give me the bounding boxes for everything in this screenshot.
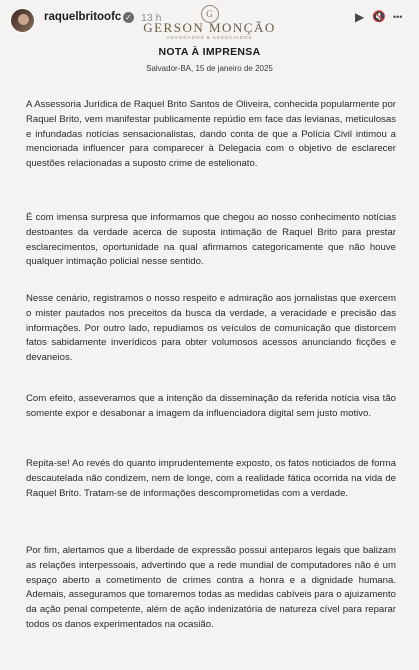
paragraph-6: Por fim, alertamos que a liberdade de expressão possui anteparos legais que balizam as relações interpessoais, advertindo que a rede mundial de computadores não é um espaço aberto a cometimento de crimes contra a honra e a dignidade humana. Ademais, asseguramos que tomaremos todas as medidas cabíveis para o ajuizamento da ação penal competente, além de ação indenizatória de natureza cível para reparar todos os danos experimentados na ocasião. [26, 545, 396, 630]
paragraph-4: Com efeito, asseveramos que a intenção da disseminação da referida notícia visa tão somente expor e desabonar a imagem da influenciadora digital sem justo motivo. [26, 393, 396, 419]
user-avatar[interactable] [10, 8, 35, 33]
post-time: 13 h [141, 12, 162, 24]
paragraph-2: É com imensa surpresa que informamos que chegou ao nosso conhecimento notícias destoantes da verdade acerca de suposta intimação de Raquel Brito para prestar esclarecimentos, oportunidade na qual afirmamos categoricamente que não houve qualquer intimação policial nesse sentido. [26, 212, 396, 268]
play-icon[interactable]: ▶ [355, 10, 365, 24]
paragraph-3: Nesse cenário, registramos o nosso respeito e admiração aos jornalistas que exercem o mister pautados nos preceitos da busca da verdade, a veracidade e precisão das informações. Por outro lado, repudiamos os veículos de comunicação que distorcem fatos sabidamente inverídicos para obter volumosos acessos anunciando ficções e devaneios. [26, 293, 396, 364]
mute-icon[interactable]: 🔇 [372, 11, 386, 23]
paragraph-1: A Assessoria Jurídica de Raquel Brito Santos de Oliveira, conhecida popularmente por Raquel Brito, vem manifestar publicamente repúdio em face das levianas, meticulosas e infundadas notícias sensacionalistas, dando conta de que a Polícia Civil intimou a mencionada influencer para comparecer à Delegacia com o objetivo de esclarecer questões relacionadas a suposto crime de estelionato. [26, 99, 396, 170]
letterhead-name: GERSON MONÇÃO [143, 20, 276, 35]
story-header [0, 0, 419, 40]
letterhead-subtitle: ADVOGADOS & ASSOCIADOS [166, 35, 253, 40]
paragraph-5: Repita-se! Ao revés do quanto imprudentemente exposto, os fatos noticiados de forma descautelada não condizem, nem de longe, com a realidade fática ocorrida na vida de Raquel Brito. Tratam-se de informações descomprometidas com a verdade. [26, 458, 396, 499]
document-place-date: Salvador-BA, 15 de janeiro de 2025 [146, 64, 273, 73]
verified-badge-icon: ✓ [123, 12, 134, 23]
more-options-icon[interactable]: ••• [393, 12, 403, 22]
letterhead-monogram: G [201, 5, 219, 23]
document-title: NOTA À IMPRENSA [158, 46, 261, 58]
username[interactable]: raquelbritoofc [44, 11, 122, 23]
